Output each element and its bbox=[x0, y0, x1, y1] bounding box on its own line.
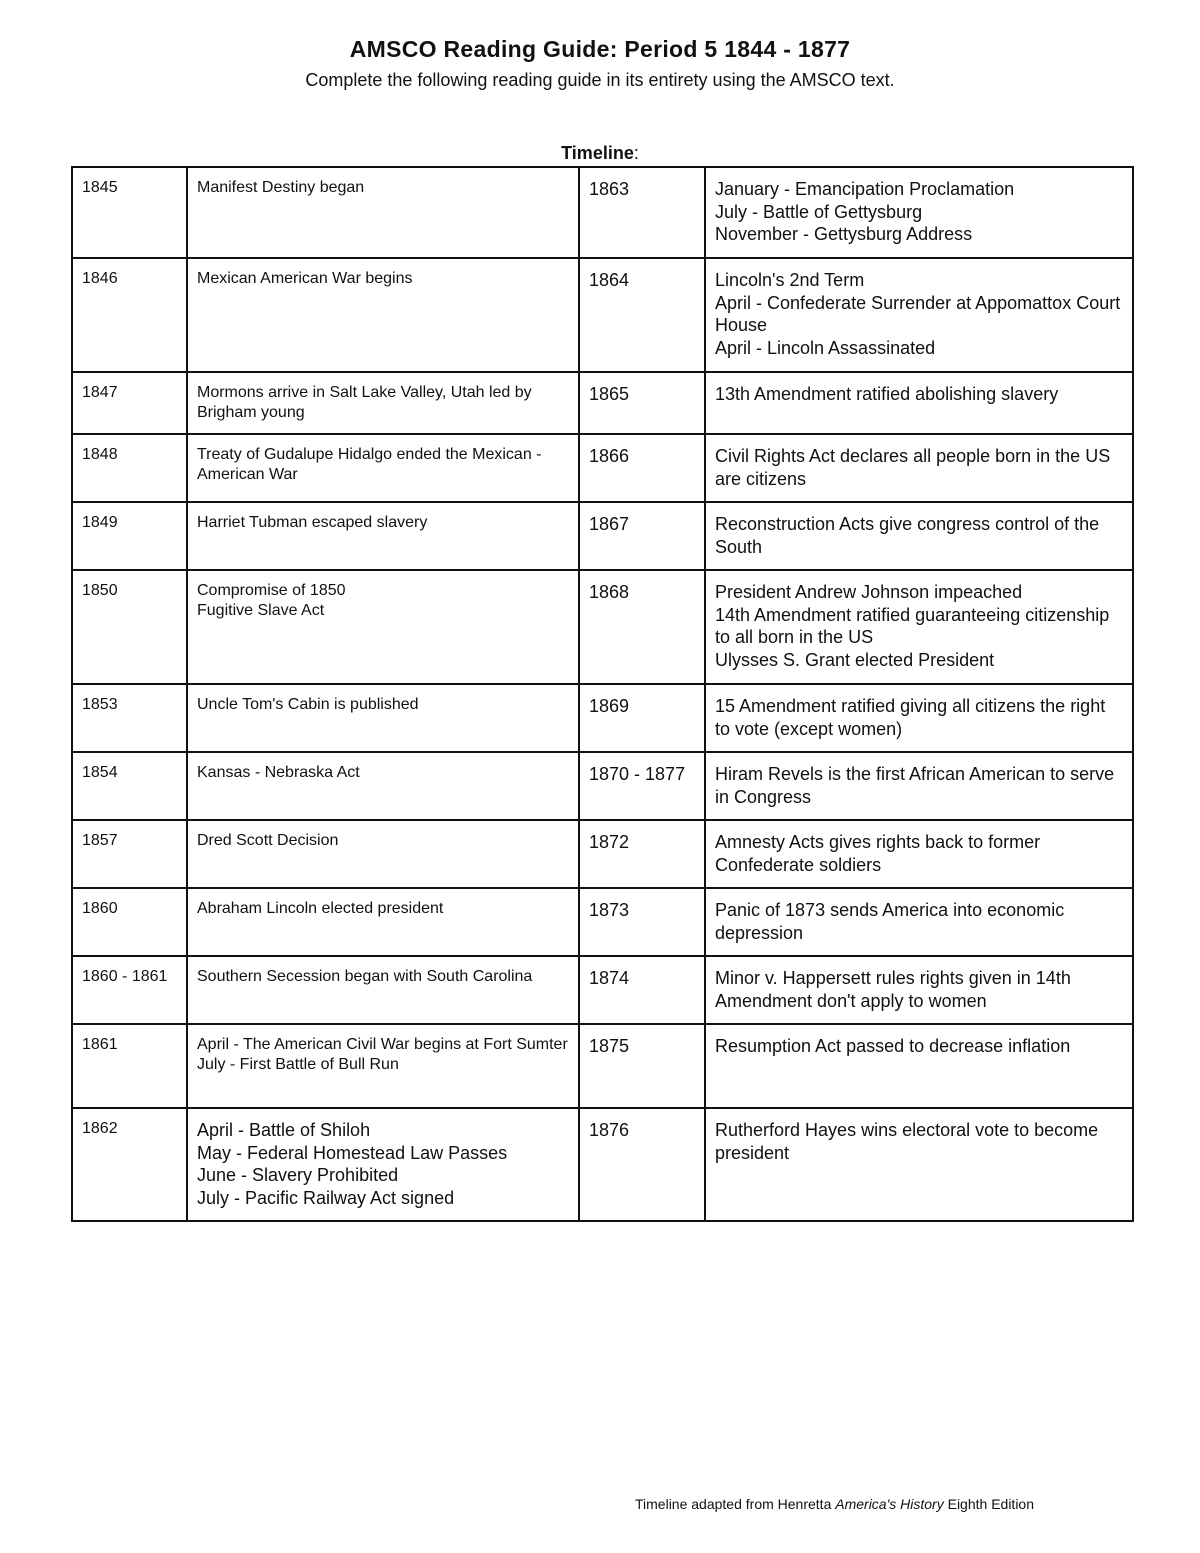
timeline-row bbox=[72, 684, 1133, 752]
timeline-text-line: 1854 bbox=[82, 764, 118, 781]
timeline-event-left bbox=[187, 258, 579, 372]
timeline-year-right bbox=[579, 502, 705, 570]
timeline-row bbox=[72, 820, 1133, 888]
timeline-year-right bbox=[579, 570, 705, 684]
timeline-year-left bbox=[72, 1108, 187, 1221]
timeline-text-line: 1848 bbox=[82, 446, 118, 463]
timeline-text-line: 13th Amendment ratified abolishing slavery bbox=[715, 384, 1059, 404]
timeline-text-line: Reconstruction Acts give congress control of the South bbox=[715, 514, 1100, 557]
timeline-text-line: 1847 bbox=[82, 384, 118, 401]
timeline-text-line: 1872 bbox=[589, 832, 630, 852]
timeline-text-line: Rutherford Hayes wins electoral vote to become president bbox=[715, 1120, 1099, 1163]
timeline-text-line: 15 Amendment ratified giving all citizens the right to vote (except women) bbox=[715, 696, 1106, 739]
timeline-year-left bbox=[72, 956, 187, 1024]
timeline-text-line: 14th Amendment ratified guaranteeing citizenship to all born in the US bbox=[715, 604, 1110, 647]
timeline-year-left bbox=[72, 570, 187, 684]
timeline-text-line: Civil Rights Act declares all people born in the US are citizens bbox=[715, 446, 1111, 489]
timeline-text-line: 1865 bbox=[589, 384, 630, 404]
timeline-heading-label: Timeline bbox=[561, 143, 634, 163]
timeline-event-left bbox=[187, 956, 579, 1024]
timeline-text-line: April - The American Civil War begins at Fort Sumter bbox=[197, 1036, 568, 1053]
timeline-text-line: 1862 bbox=[82, 1120, 118, 1137]
timeline-text-line: Resumption Act passed to decrease inflation bbox=[715, 1036, 1071, 1056]
timeline-year-left bbox=[72, 434, 187, 502]
timeline-event-left bbox=[187, 1024, 579, 1108]
timeline-event-right bbox=[705, 1024, 1133, 1108]
footer-prefix: Timeline adapted from Henretta bbox=[635, 1496, 836, 1512]
timeline-event-left bbox=[187, 888, 579, 956]
timeline-text-line: 1850 bbox=[82, 582, 118, 599]
timeline-year-left bbox=[72, 1024, 187, 1108]
timeline-text-line: 1866 bbox=[589, 446, 630, 466]
timeline-text-line: Mexican American War begins bbox=[197, 270, 413, 287]
page-subtitle: Complete the following reading guide in its entirety using the AMSCO text. bbox=[305, 70, 895, 90]
timeline-text-line: 1867 bbox=[589, 514, 630, 534]
timeline-text-line: April - Lincoln Assassinated bbox=[715, 337, 936, 358]
timeline-event-left bbox=[187, 1108, 579, 1221]
timeline-event-right bbox=[705, 684, 1133, 752]
timeline-event-right bbox=[705, 502, 1133, 570]
timeline-heading bbox=[0, 143, 1200, 164]
timeline-year-right bbox=[579, 1108, 705, 1221]
timeline-text-line: January - Emancipation Proclamation bbox=[715, 179, 1015, 199]
timeline-table bbox=[71, 166, 1134, 1222]
timeline-event-right bbox=[705, 820, 1133, 888]
timeline-text-line: Amnesty Acts gives rights back to former Confederate soldiers bbox=[715, 832, 1041, 875]
timeline-event-right bbox=[705, 956, 1133, 1024]
timeline-event-left bbox=[187, 684, 579, 752]
timeline-text-line: July - Battle of Gettysburg bbox=[715, 201, 923, 222]
timeline-text-line: May - Federal Homestead Law Passes bbox=[197, 1142, 508, 1163]
timeline-year-left bbox=[72, 752, 187, 820]
timeline-row bbox=[72, 372, 1133, 434]
timeline-text-line: 1846 bbox=[82, 270, 118, 287]
timeline-row bbox=[72, 956, 1133, 1024]
timeline-year-right bbox=[579, 684, 705, 752]
timeline-text-line: 1873 bbox=[589, 900, 630, 920]
timeline-text-line: Lincoln's 2nd Term bbox=[715, 270, 865, 290]
timeline-year-left bbox=[72, 372, 187, 434]
timeline-year-right bbox=[579, 820, 705, 888]
timeline-text-line: 1864 bbox=[589, 270, 630, 290]
timeline-year-right bbox=[579, 434, 705, 502]
footer-book-title: America's History bbox=[835, 1496, 944, 1512]
timeline-text-line: Mormons arrive in Salt Lake Valley, Utah led by Brigham young bbox=[197, 384, 532, 421]
timeline-year-left bbox=[72, 684, 187, 752]
timeline-text-line: Hiram Revels is the first African American to serve in Congress bbox=[715, 764, 1115, 807]
timeline-text-line: Compromise of 1850 bbox=[197, 582, 346, 599]
timeline-year-right bbox=[579, 258, 705, 372]
timeline-event-left bbox=[187, 752, 579, 820]
timeline-event-right bbox=[705, 888, 1133, 956]
footer-credit bbox=[635, 1496, 1034, 1512]
timeline-row bbox=[72, 167, 1133, 258]
timeline-year-right bbox=[579, 167, 705, 258]
timeline-event-right bbox=[705, 372, 1133, 434]
timeline-text-line: 1861 bbox=[82, 1036, 118, 1053]
timeline-year-left bbox=[72, 888, 187, 956]
timeline-event-left bbox=[187, 372, 579, 434]
timeline-event-right bbox=[705, 752, 1133, 820]
timeline-text-line: Uncle Tom's Cabin is published bbox=[197, 696, 419, 713]
timeline-event-right bbox=[705, 167, 1133, 258]
timeline-text-line: June - Slavery Prohibited bbox=[197, 1165, 399, 1185]
timeline-event-right bbox=[705, 570, 1133, 684]
timeline-text-line: 1870 - 1877 bbox=[589, 764, 686, 784]
timeline-text-line: November - Gettysburg Address bbox=[715, 224, 973, 244]
timeline-text-line: April - Confederate Surrender at Appomattox Court House bbox=[715, 292, 1121, 335]
timeline-body bbox=[72, 167, 1133, 1221]
footer-suffix: Eighth Edition bbox=[943, 1496, 1035, 1512]
timeline-text-line: Harriet Tubman escaped slavery bbox=[197, 514, 428, 531]
timeline-text-line: 1876 bbox=[589, 1120, 630, 1140]
timeline-row bbox=[72, 258, 1133, 372]
timeline-text-line: 1874 bbox=[589, 968, 630, 988]
timeline-text-line: Minor v. Happersett rules rights given in 14th Amendment don't apply to women bbox=[715, 968, 1071, 1011]
timeline-text-line: 1857 bbox=[82, 832, 118, 849]
timeline-year-right bbox=[579, 956, 705, 1024]
timeline-text-line: 1845 bbox=[82, 179, 118, 196]
timeline-row bbox=[72, 570, 1133, 684]
timeline-text-line: 1863 bbox=[589, 179, 630, 199]
timeline-heading-colon: : bbox=[633, 143, 639, 163]
timeline-row bbox=[72, 888, 1133, 956]
timeline-text-line: Abraham Lincoln elected president bbox=[197, 900, 444, 917]
timeline-event-right bbox=[705, 434, 1133, 502]
timeline-event-left bbox=[187, 167, 579, 258]
timeline-text-line: 1875 bbox=[589, 1036, 630, 1056]
timeline-text-line: Panic of 1873 sends America into economic depression bbox=[715, 900, 1065, 943]
timeline-text-line: Fugitive Slave Act bbox=[197, 602, 325, 619]
timeline-event-left bbox=[187, 502, 579, 570]
timeline-text-line: 1853 bbox=[82, 696, 118, 713]
timeline-event-left bbox=[187, 820, 579, 888]
timeline-text-line: April - Battle of Shiloh bbox=[197, 1120, 371, 1140]
timeline-text-line: 1849 bbox=[82, 514, 118, 531]
timeline-text-line: July - Pacific Railway Act signed bbox=[197, 1187, 455, 1208]
timeline-event-left bbox=[187, 434, 579, 502]
timeline-text-line: 1869 bbox=[589, 696, 630, 716]
timeline-text-line: Kansas - Nebraska Act bbox=[197, 764, 360, 781]
timeline-year-left bbox=[72, 258, 187, 372]
timeline-year-right bbox=[579, 752, 705, 820]
timeline-event-right bbox=[705, 1108, 1133, 1221]
timeline-text-line: 1860 bbox=[82, 900, 118, 917]
timeline-row bbox=[72, 502, 1133, 570]
timeline-text-line: Dred Scott Decision bbox=[197, 832, 339, 849]
timeline-year-right bbox=[579, 372, 705, 434]
timeline-text-line: July - First Battle of Bull Run bbox=[197, 1056, 399, 1073]
timeline-row bbox=[72, 752, 1133, 820]
timeline-row bbox=[72, 434, 1133, 502]
timeline-year-left bbox=[72, 167, 187, 258]
timeline-year-left bbox=[72, 820, 187, 888]
timeline-text-line: 1868 bbox=[589, 582, 630, 602]
timeline-event-right bbox=[705, 258, 1133, 372]
timeline-text-line: President Andrew Johnson impeached bbox=[715, 582, 1023, 602]
timeline-year-left bbox=[72, 502, 187, 570]
timeline-row bbox=[72, 1108, 1133, 1221]
timeline-text-line: Manifest Destiny began bbox=[197, 179, 365, 196]
timeline-text-line: Treaty of Gudalupe Hidalgo ended the Mexican - American War bbox=[197, 446, 542, 483]
timeline-year-right bbox=[579, 1024, 705, 1108]
timeline-year-right bbox=[579, 888, 705, 956]
timeline-text-line: 1860 - 1861 bbox=[82, 968, 168, 985]
timeline-text-line: Southern Secession began with South Carolina bbox=[197, 968, 533, 985]
timeline-text-line: Ulysses S. Grant elected President bbox=[715, 649, 995, 670]
timeline-row bbox=[72, 1024, 1133, 1108]
timeline-event-left bbox=[187, 570, 579, 684]
page-title: AMSCO Reading Guide: Period 5 1844 - 1877 bbox=[349, 36, 851, 62]
